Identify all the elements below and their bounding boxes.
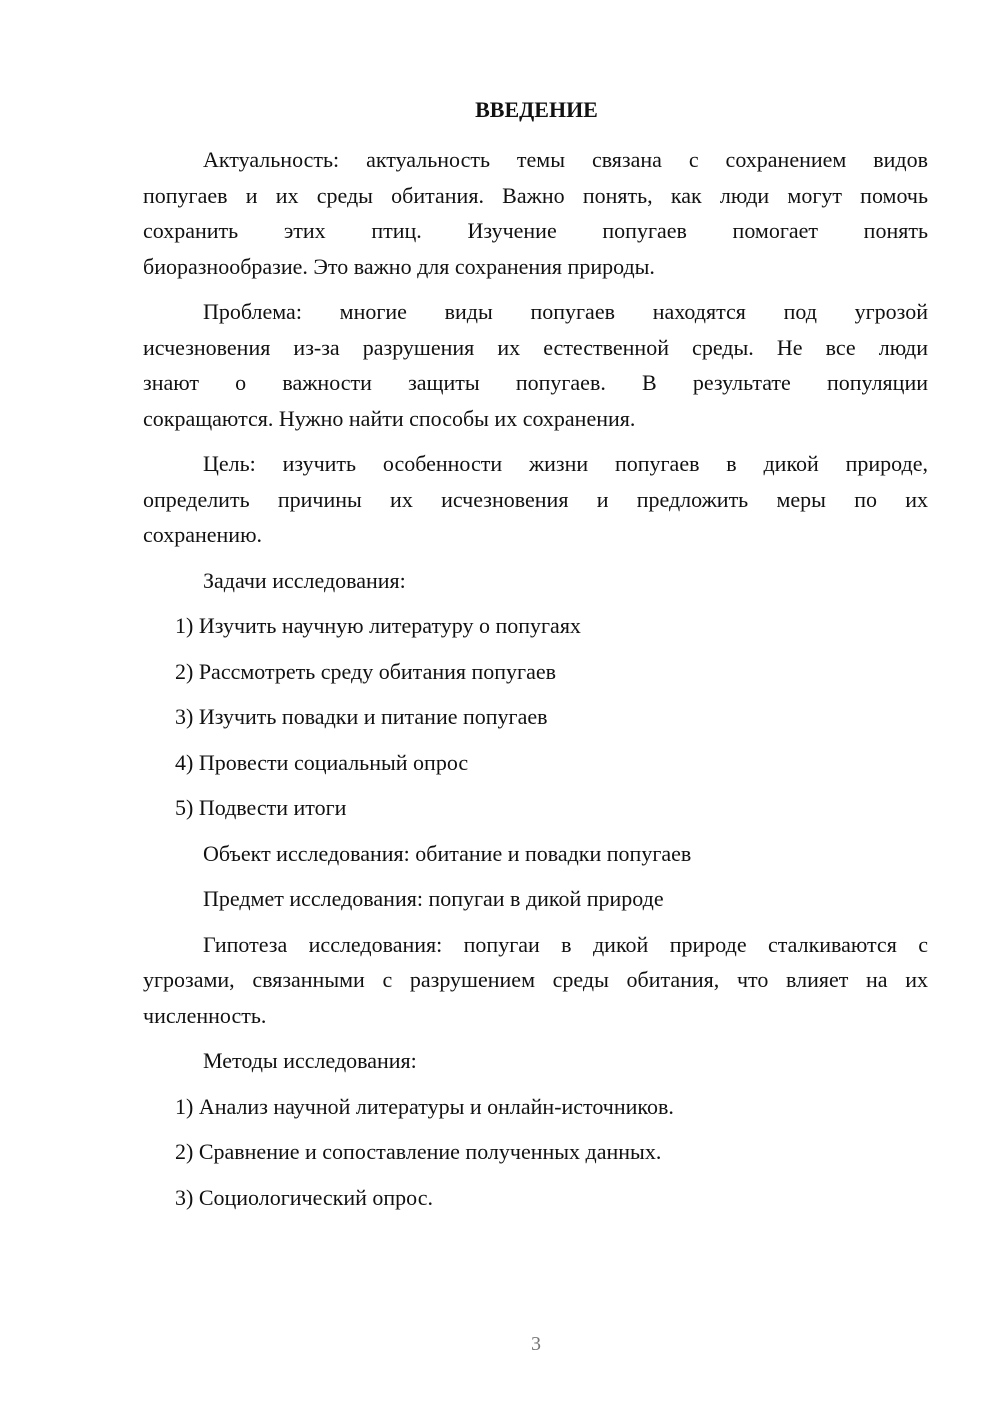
text-line: Актуальность: актуальность темы связана с сохранением видов bbox=[203, 147, 928, 172]
text-line: сокращаются. Нужно найти способы их сохранения. bbox=[143, 405, 636, 431]
text-line: Проблема: многие виды попугаев находятся под угрозой bbox=[203, 299, 928, 324]
text-line: попугаев и их среды обитания. Важно понять, как люди могут помочь bbox=[143, 182, 928, 208]
method-item bbox=[143, 1134, 928, 1170]
text-line: Объект исследования: обитание и повадки попугаев bbox=[203, 840, 692, 866]
page-title: ВВЕДЕНИЕ bbox=[475, 97, 598, 122]
text-line: сохранению. bbox=[143, 522, 263, 547]
subject-paragraph bbox=[143, 881, 928, 917]
text-line: 5) Подвести итоги bbox=[175, 795, 347, 820]
document-page bbox=[143, 92, 928, 1225]
task-item bbox=[143, 745, 928, 781]
text-line: Предмет исследования: попугаи в дикой природе bbox=[203, 886, 664, 911]
text-line: Методы исследования: bbox=[203, 1048, 417, 1073]
object-paragraph bbox=[143, 836, 928, 872]
text-line: Задачи исследования: bbox=[203, 567, 406, 593]
methods-heading bbox=[143, 1043, 928, 1079]
text-line: 1) Изучить научную литературу о попугаях bbox=[175, 613, 581, 638]
text-line: определить причины их исчезновения и предложить меры по их bbox=[143, 486, 928, 512]
hypothesis-paragraph bbox=[143, 927, 928, 1034]
method-item bbox=[143, 1089, 928, 1125]
text-line: знают о важности защиты попугаев. В результате популяции bbox=[143, 370, 928, 395]
text-line: исчезновения из-за разрушения их естественной среды. Не все люди bbox=[143, 334, 928, 360]
tasks-heading bbox=[143, 563, 928, 599]
text-line: 1) Анализ научной литературы и онлайн-источников. bbox=[175, 1093, 674, 1119]
goal-paragraph bbox=[143, 446, 928, 553]
problem-paragraph bbox=[143, 294, 928, 436]
task-item bbox=[143, 699, 928, 735]
method-item bbox=[143, 1180, 928, 1216]
relevance-paragraph bbox=[143, 142, 928, 284]
text-line: численность. bbox=[143, 1002, 267, 1028]
text-line: 3) Изучить повадки и питание попугаев bbox=[175, 704, 548, 729]
task-item bbox=[143, 790, 928, 826]
text-line: Цель: изучить особенности жизни попугаев в дикой природе, bbox=[203, 451, 928, 476]
text-line: 3) Социологический опрос. bbox=[175, 1184, 433, 1210]
text-line: 2) Сравнение и сопоставление полученных данных. bbox=[175, 1139, 662, 1164]
text-line: угрозами, связанными с разрушением среды обитания, что влияет на их bbox=[143, 967, 928, 992]
text-line: Гипотеза исследования: попугаи в дикой природе сталкиваются с bbox=[203, 931, 928, 957]
task-item bbox=[143, 608, 928, 644]
task-item bbox=[143, 654, 928, 690]
text-line: 4) Провести социальный опрос bbox=[175, 749, 469, 775]
text-line: сохранить этих птиц. Изучение попугаев помогает понять bbox=[143, 218, 928, 243]
text-line: биоразнообразие. Это важно для сохранения природы. bbox=[143, 253, 655, 279]
page-number: 3 bbox=[531, 1333, 541, 1355]
text-line: 2) Рассмотреть среду обитания попугаев bbox=[175, 658, 556, 684]
